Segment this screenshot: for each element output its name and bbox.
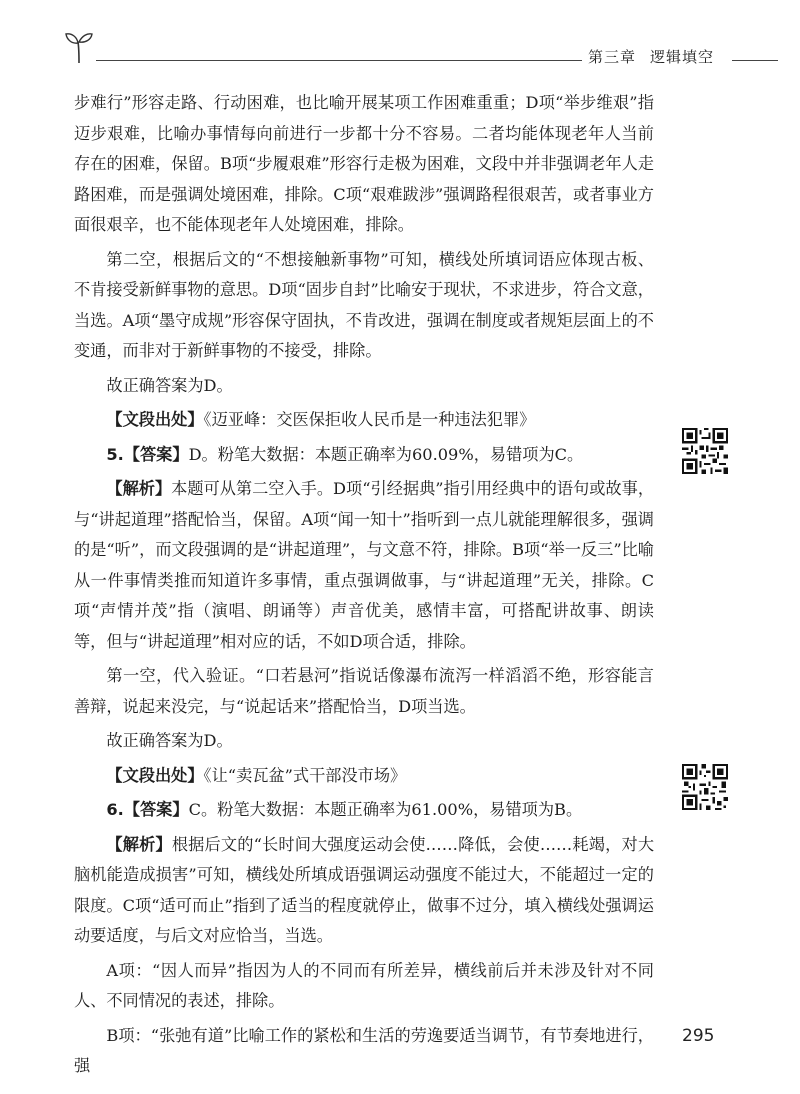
qr-code-icon (682, 764, 728, 810)
page-number: 295 (682, 1026, 715, 1046)
page-header (0, 0, 800, 80)
analysis-paragraph: 【解析】根据后文的“长时间大强度运动会使……降低，会使……耗竭，对大脑机能造成损害”可知，横线处所填成语强调运动强度不能过大，不能超过一定的限度。C项“适可而止”指到了适当的程度就停止，做事不过分，填入横线处强调运动要适度，与后文对应恰当，当选。 (74, 834, 655, 945)
paragraph: 故正确答案为D。 (106, 731, 233, 750)
paragraph: 故正确答案为D。 (106, 375, 233, 395)
paragraph: 步难行”形容走路、行动困难，也比喻开展某项工作困难重重；D项“举步维艰”指迈步艰难，比喻办事情每向前进行一步都十分不容易。二者均能体现老年人当前存在的困难，保留。B项“步履艰难”形容行走极为困难，文段中并非强调老年人走路困难，而是强调处境困难，排除。C项“艰难跋涉”强调路程很艰苦，或者事业方面很艰辛，也不能体现老年人处境困难，排除。 (74, 93, 654, 234)
qr-code-icon (682, 428, 728, 474)
paragraph: B项：“张弛有道”比喻工作的紧松和生活的劳逸要适当调节，有节奏地进行，强 (74, 1025, 654, 1075)
chapter-title: 逻辑填空 (650, 48, 715, 66)
source-line: 【文段出处】《让“卖瓦盆”式干部没市场》 (106, 765, 407, 785)
header-rule-right (732, 60, 778, 61)
sprout-icon (64, 30, 94, 64)
analysis-tag: 【解析】 (106, 834, 172, 854)
source-tag: 【文段出处】 (106, 765, 204, 785)
header-rule-left (96, 60, 582, 61)
source-line: 【文段出处】《迈亚峰：交医保拒收人民币是一种违法犯罪》 (106, 410, 536, 429)
paragraph: 第一空，代入验证。“口若悬河”指说话像瀑布流泻一样滔滔不绝，形容能言善辩，说起来没完，与“说起话来”搭配恰当，D项当选。 (74, 666, 654, 716)
paragraph: 第二空，根据后文的“不想接触新事物”可知，横线处所填词语应体现古板、不肯接受新鲜事物的意思。D项“固步自封”比喻安于现状，不求进步，符合文意，当选。A项“墨守成规”形容保守固执，不肯改进，强调在制度或者规矩层面上的不变通，而非对于新鲜事物的不接受，排除。 (74, 249, 654, 360)
paragraph: A项：“因人而异”指因为人的不同而有所差异，横线前后并未涉及针对不同人、不同情况的表述，排除。 (74, 960, 654, 1010)
chapter-heading (588, 46, 714, 67)
answer-tag: 5.【答案】 (106, 444, 189, 464)
qr-code-question-5[interactable] (682, 428, 728, 474)
answer-line: 6.【答案】C。粉笔大数据：本题正确率为61.00%，易错项为B。 (106, 800, 583, 819)
chapter-label: 第三章 (588, 48, 637, 66)
qr-code-question-6[interactable] (682, 764, 728, 810)
analysis-paragraph: 【解析】本题可从第二空入手。D项“引经据典”指引用经典中的语句或故事，与“讲起道理”搭配恰当，保留。A项“闻一知十”指听到一点儿就能理解很多，强调的是“听”，而文段强调的是“讲起道理”，与文意不符，排除。B项“举一反三”比喻从一件事情类推而知道许多事情，重点强调做事，与“讲起道理”无关，排除。C项“声情并茂”指（演唱、朗诵等）声音优美，感情丰富，可搭配讲故事、朗读等，但与“讲起道理”相对应的话，不如D项合适，排除。 (74, 479, 655, 651)
answer-line: 5.【答案】D。粉笔大数据：本题正确率为60.09%，易错项为C。 (106, 444, 584, 464)
source-tag: 【文段出处】 (106, 410, 204, 429)
analysis-tag: 【解析】 (106, 479, 172, 498)
answer-tag: 6.【答案】 (106, 800, 189, 819)
page-body (74, 88, 654, 1086)
